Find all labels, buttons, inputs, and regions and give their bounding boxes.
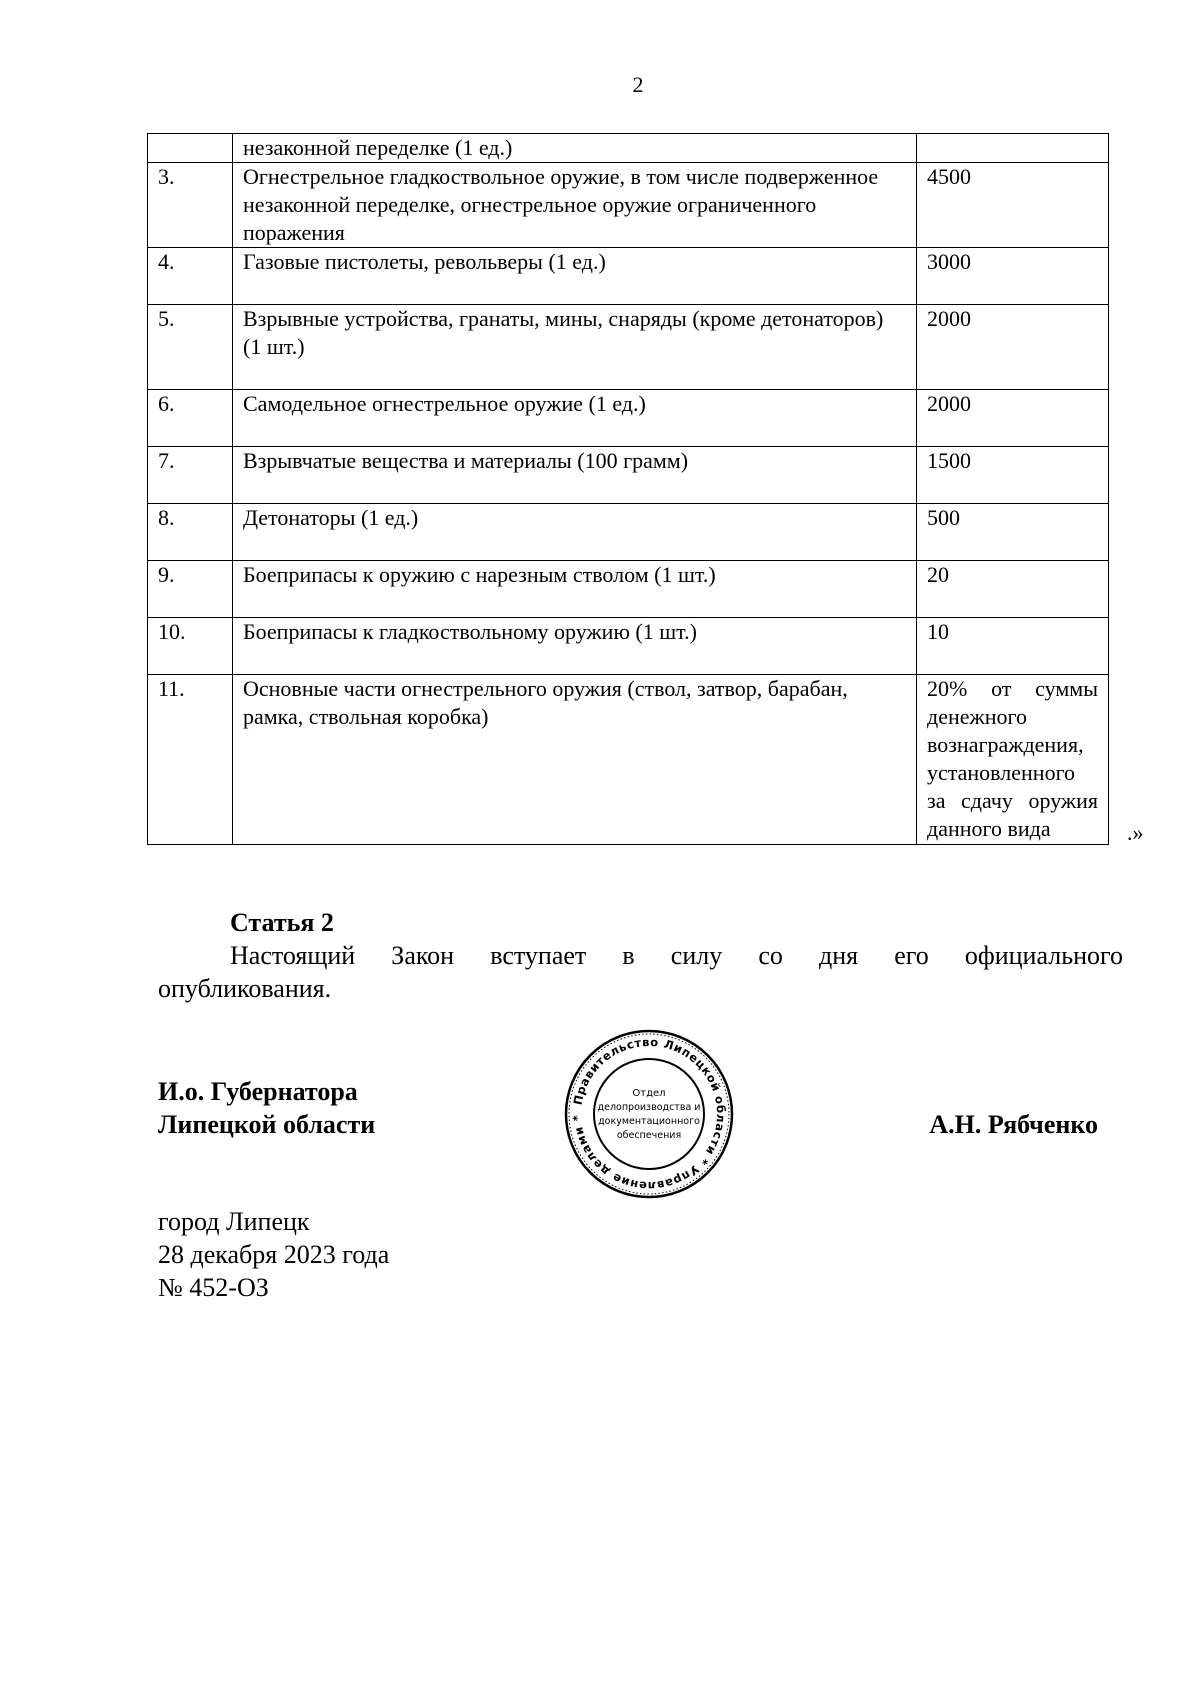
table-row (148, 163, 1109, 248)
article-title: Статья 2 (230, 908, 334, 937)
table-row (148, 561, 1109, 618)
row-amount: 4500 (917, 163, 1109, 248)
row-number: 9. (148, 561, 233, 618)
row-number: 7. (148, 447, 233, 504)
signer-position-line2: Липецкой области (158, 1110, 376, 1139)
row-amount (917, 134, 1109, 163)
row-amount: 10 (917, 618, 1109, 675)
row-item: Взрывные устройства, гранаты, мины, снаряды (кроме детонаторов) (1 шт.) (233, 305, 917, 390)
table-row (148, 675, 1109, 845)
row-amount: 500 (917, 504, 1109, 561)
table-row (148, 248, 1109, 305)
table-row (148, 618, 1109, 675)
row-amount: 20% от суммы денежного вознаграждения, установленного за сдачу оружия данного вида (917, 675, 1109, 845)
row-amount: 1500 (917, 447, 1109, 504)
row-number: 4. (148, 248, 233, 305)
row-item: незаконной переделке (1 ед.) (233, 134, 917, 163)
row-amount: 2000 (917, 390, 1109, 447)
table-row (148, 305, 1109, 390)
signer-name: А.Н. Рябченко (929, 1110, 1098, 1139)
article-section (158, 906, 1123, 1005)
rewards-table (147, 133, 1109, 845)
page-number: 2 (632, 72, 644, 97)
signer-position-line1: И.о. Губернатора (158, 1077, 358, 1106)
row-number: 6. (148, 390, 233, 447)
row-number: 8. (148, 504, 233, 561)
row-item: Боеприпасы к оружию с нарезным стволом (1 шт.) (233, 561, 917, 618)
table-row (148, 134, 1109, 163)
closing-quote: .» (1127, 820, 1144, 845)
row-amount: 2000 (917, 305, 1109, 390)
row-item: Самодельное огнестрельное оружие (1 ед.) (233, 390, 917, 447)
table-row (148, 504, 1109, 561)
row-item: Основные части огнестрельного оружия (ствол, затвор, барабан, рамка, ствольная коробка) (233, 675, 917, 845)
date: 28 декабря 2023 года (158, 1240, 390, 1269)
stamp-center-line4: обеспечения (616, 1130, 682, 1141)
row-number: 5. (148, 305, 233, 390)
city: город Липецк (158, 1207, 310, 1236)
stamp-center-line1: Отдел (632, 1088, 666, 1099)
row-amount: 3000 (917, 248, 1109, 305)
row-item: Газовые пистолеты, револьверы (1 ед.) (233, 248, 917, 305)
law-number: № 452-ОЗ (158, 1273, 269, 1302)
row-item: Огнестрельное гладкоствольное оружие, в том числе подверженное незаконной переделке, огнестрельное оружие ограниченного поражения (233, 163, 917, 248)
stamp-center-line2: делопроизводства и (597, 1102, 701, 1113)
table-row (148, 447, 1109, 504)
row-amount: 20 (917, 561, 1109, 618)
row-item: Детонаторы (1 ед.) (233, 504, 917, 561)
row-item: Взрывчатые вещества и материалы (100 грамм) (233, 447, 917, 504)
official-stamp (563, 1028, 735, 1200)
row-number: 3. (148, 163, 233, 248)
row-number: 10. (148, 618, 233, 675)
row-number (148, 134, 233, 163)
stamp-ring-text: Правительство Липецкой области * Управление делами * (569, 1034, 729, 1194)
article-text: Настоящий Закон вступает в силу со дня его официального опубликования. (158, 941, 1123, 1003)
place-date-block (158, 1205, 389, 1304)
table-row (148, 390, 1109, 447)
row-number: 11. (148, 675, 233, 845)
stamp-center-line3: документационного (598, 1116, 700, 1127)
row-item: Боеприпасы к гладкоствольному оружию (1 шт.) (233, 618, 917, 675)
